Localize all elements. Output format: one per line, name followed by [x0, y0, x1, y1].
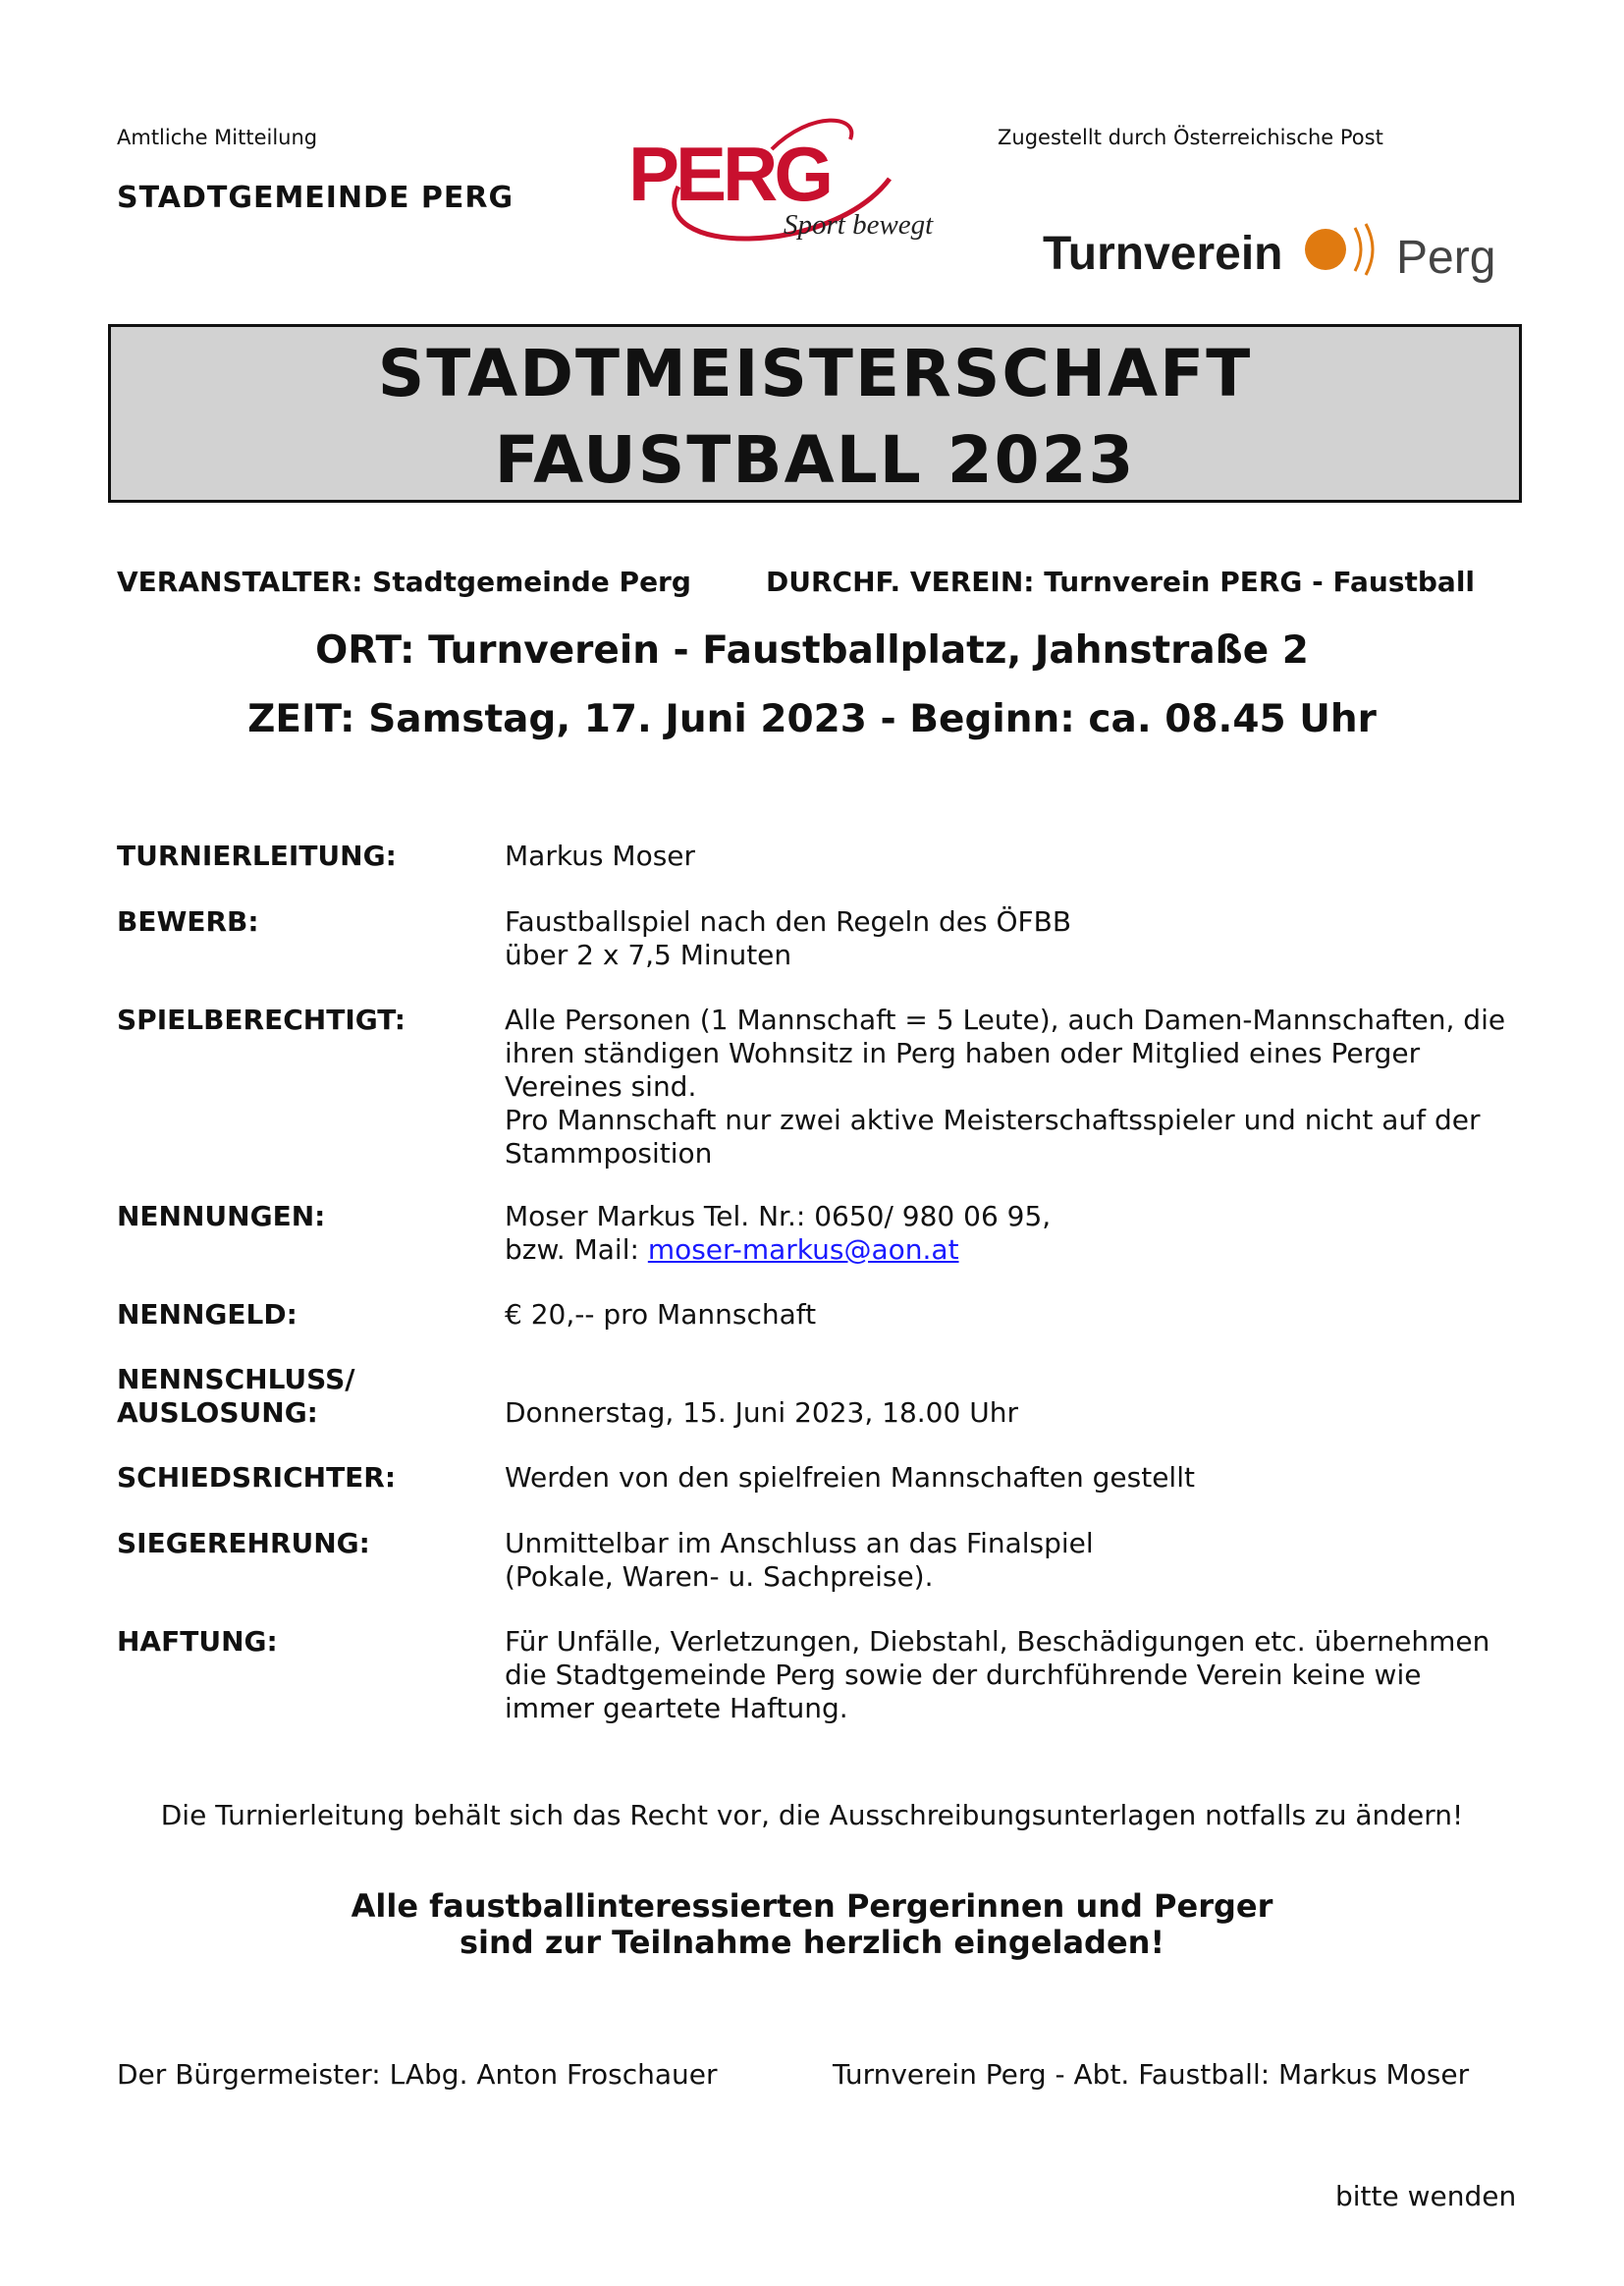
label-bewerb: BEWERB: — [117, 905, 259, 938]
value-turnierleitung: Markus Moser — [505, 840, 696, 872]
organizer-executing-club: DURCHF. VEREIN: Turnverein PERG - Faustball — [766, 566, 1476, 598]
value-nennschluss: Donnerstag, 15. Juni 2023, 18.00 Uhr — [505, 1396, 1018, 1429]
value-haftung-line: die Stadtgemeinde Perg sowie der durchführende Verein keine wie — [505, 1659, 1422, 1691]
orange-ball-icon — [1305, 229, 1346, 270]
mail-prefix: bzw. Mail: — [505, 1233, 648, 1266]
label-nennungen: NENNUNGEN: — [117, 1200, 326, 1232]
club-signature: Turnverein Perg - Abt. Faustball: Markus Moser — [833, 2058, 1470, 2091]
please-turn-over: bitte wenden — [1335, 2180, 1517, 2212]
organizer-host: VERANSTALTER: Stadtgemeinde Perg — [117, 566, 691, 598]
perg-logo-word: Perg — [1396, 232, 1496, 284]
value-siegerehrung-line: Unmittelbar im Anschluss an das Finalspiel — [505, 1527, 1094, 1559]
value-haftung — [505, 1625, 1526, 1725]
municipality-name: STADTGEMEINDE PERG — [117, 181, 514, 215]
invitation-line: sind zur Teilnahme herzlich eingeladen! — [459, 1924, 1165, 1961]
value-nenngeld: € 20,-- pro Mannschaft — [505, 1298, 817, 1331]
value-bewerb-line: Faustballspiel nach den Regeln des ÖFBB — [505, 905, 1072, 938]
value-schiedsrichter: Werden von den spielfreien Mannschaften gestellt — [505, 1461, 1195, 1494]
value-haftung-line: immer geartete Haftung. — [505, 1692, 848, 1724]
invitation-line: Alle faustballinteressierten Pergerinnen und Perger — [351, 1887, 1273, 1925]
label-haftung: HAFTUNG: — [117, 1625, 278, 1658]
mayor-signature: Der Bürgermeister: LAbg. Anton Froschauer — [117, 2058, 718, 2091]
email-link[interactable]: moser-markus@aon.at — [647, 1233, 959, 1266]
title-box — [108, 324, 1522, 503]
value-nennungen-line — [505, 1233, 1526, 1267]
value-bewerb-line: über 2 x 7,5 Minuten — [505, 939, 792, 971]
value-bewerb — [505, 905, 1526, 972]
title-line-1: STADTMEISTERSCHAFT — [377, 336, 1253, 411]
label-nennschluss-line: AUSLOSUNG: — [117, 1396, 318, 1429]
perg-logo-text: PERG — [628, 131, 831, 217]
turnverein-logo — [1039, 214, 1500, 293]
value-nennungen — [505, 1200, 1526, 1267]
label-nenngeld: NENNGELD: — [117, 1298, 298, 1331]
value-spielberechtigt-line: Pro Mannschaft nur zwei aktive Meisterschaftsspieler und nicht auf der — [505, 1104, 1481, 1136]
official-note: Amtliche Mitteilung — [117, 126, 318, 149]
value-spielberechtigt-line: Stammposition — [505, 1137, 713, 1170]
perg-sport-logo — [624, 110, 958, 257]
turnverein-logo-word: Turnverein — [1043, 228, 1283, 280]
value-nennungen-line: Moser Markus Tel. Nr.: 0650/ 980 06 95, — [505, 1200, 1052, 1232]
venue-line: ORT: Turnverein - Faustballplatz, Jahnstraße 2 — [315, 628, 1309, 673]
value-spielberechtigt-line: Alle Personen (1 Mannschaft = 5 Leute), auch Damen-Mannschaften, die — [505, 1004, 1506, 1036]
label-siegerehrung: SIEGEREHRUNG: — [117, 1527, 370, 1559]
label-nennschluss-line: NENNSCHLUSS/ — [117, 1363, 355, 1395]
label-spielberechtigt: SPIELBERECHTIGT: — [117, 1004, 406, 1036]
disclaimer: Die Turnierleitung behält sich das Recht vor, die Ausschreibungsunterlagen notfalls zu ändern! — [160, 1799, 1464, 1831]
value-spielberechtigt-line: Vereines sind. — [505, 1070, 697, 1103]
delivered-by-note: Zugestellt durch Österreichische Post — [998, 126, 1383, 149]
value-siegerehrung — [505, 1527, 1526, 1594]
invitation — [0, 1888, 1624, 1961]
title-line-2: FAUSTBALL 2023 — [494, 422, 1136, 498]
value-spielberechtigt — [505, 1004, 1526, 1170]
label-nennschluss — [117, 1363, 354, 1430]
perg-logo-slogan: Sport bewegt — [784, 209, 934, 241]
value-haftung-line: Für Unfälle, Verletzungen, Diebstahl, Beschädigungen etc. übernehmen — [505, 1625, 1490, 1658]
value-siegerehrung-line: (Pokale, Waren- u. Sachpreise). — [505, 1560, 934, 1593]
label-schiedsrichter: SCHIEDSRICHTER: — [117, 1461, 397, 1494]
value-spielberechtigt-line: ihren ständigen Wohnsitz in Perg haben oder Mitglied eines Perger — [505, 1037, 1421, 1069]
time-line: ZEIT: Samstag, 17. Juni 2023 - Beginn: ca. 08.45 Uhr — [247, 697, 1377, 741]
label-turnierleitung: TURNIERLEITUNG: — [117, 840, 397, 872]
